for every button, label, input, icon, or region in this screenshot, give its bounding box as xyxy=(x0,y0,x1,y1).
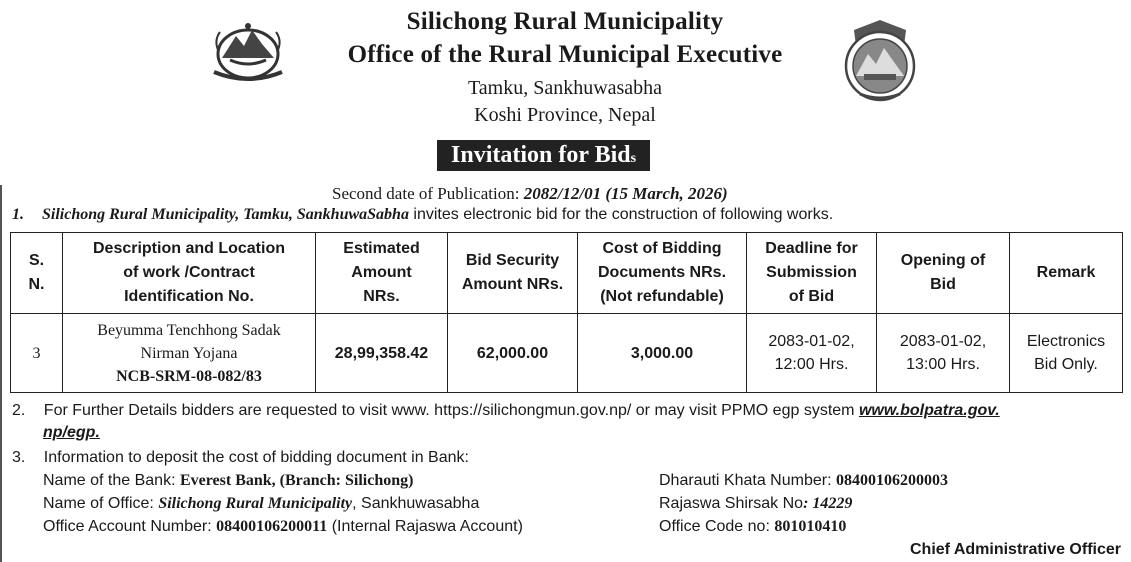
header-open-line: Bid xyxy=(930,276,956,293)
office-code-label: Office Code no: xyxy=(659,518,775,535)
cell-deadline-line: 2083-01-02, xyxy=(768,333,855,350)
cell-sn: 3 xyxy=(11,314,63,393)
header-est-line: Estimated xyxy=(343,240,420,257)
dharauti-label: Dharauti Khata Number: xyxy=(659,472,836,489)
publication-date: 2082/12/01 (15 March, 2026) xyxy=(523,184,728,203)
bank-name-line xyxy=(43,472,413,490)
header-estimated xyxy=(316,233,448,314)
header-deadline xyxy=(747,233,877,314)
header-dead-line: of Bid xyxy=(788,288,835,305)
signature-role: Chief Administrative Officer xyxy=(909,541,1121,558)
cell-deadline xyxy=(747,314,877,393)
cell-opening xyxy=(877,314,1010,393)
cell-desc-line: Nirman Yojana xyxy=(140,344,238,362)
invitation-title-suffix: s xyxy=(630,151,637,166)
header-desc-line: of work /Contract xyxy=(123,264,255,281)
publication-line xyxy=(332,184,728,204)
note-3-number: 3. xyxy=(12,449,26,466)
rajaswa-line xyxy=(659,495,852,513)
left-border-line xyxy=(0,185,2,562)
cell-desc-line: Beyumma Tenchhong Sadak xyxy=(97,321,281,339)
header-sn xyxy=(11,233,63,314)
header-cost-line: Documents NRs. xyxy=(597,264,727,281)
dharauti-value: 08400106200003 xyxy=(835,472,948,489)
intro-text: invites electronic bid for the construction of following works. xyxy=(408,206,834,223)
office-name: Office of the Rural Municipal Executive xyxy=(347,41,783,68)
note-2-number: 2. xyxy=(12,402,26,419)
account-value: 08400106200011 xyxy=(216,518,328,535)
header-sec-line: Amount NRs. xyxy=(461,276,564,293)
header-sn-line: N. xyxy=(28,276,45,293)
bank-label: Name of the Bank: xyxy=(43,472,180,489)
header-sn-line: S. xyxy=(28,252,45,269)
bid-table xyxy=(10,232,1123,393)
cell-cost: 3,000.00 xyxy=(578,314,747,393)
rajaswa-value: : 14229 xyxy=(803,495,853,512)
rajaswa-label: Rajaswa Shirsak No xyxy=(659,495,804,512)
office-code-value: 801010410 xyxy=(774,518,847,535)
cell-remark xyxy=(1010,314,1123,393)
header-dead-line: Deadline for xyxy=(765,240,858,257)
cell-remark-line: Bid Only. xyxy=(1034,356,1098,373)
account-label: Office Account Number: xyxy=(43,518,217,535)
header-sec-line: Bid Security xyxy=(465,252,560,269)
note-3-line xyxy=(12,449,469,467)
header-open-line: Opening of xyxy=(900,252,986,269)
bank-value: Everest Bank, (Branch: Silichong) xyxy=(179,472,414,489)
office-code-line xyxy=(659,518,846,536)
bolpatra-link-continued[interactable]: np/egp. xyxy=(43,424,100,441)
cell-security: 62,000.00 xyxy=(448,314,578,393)
account-line xyxy=(43,518,523,536)
header-remark: Remark xyxy=(1010,233,1123,314)
dharauti-line xyxy=(659,472,948,490)
intro-line xyxy=(12,206,833,224)
cell-deadline-line: 12:00 Hrs. xyxy=(774,356,849,373)
note-2-text: For Further Details bidders are requested to visit www. https://silichongmun.gov.np/ or may visit PPMO egp system xyxy=(43,402,859,419)
bolpatra-link[interactable]: www.bolpatra.gov. xyxy=(858,402,1000,419)
table-header-row xyxy=(11,233,1123,314)
header-cost-line: (Not refundable) xyxy=(600,288,724,305)
intro-org: Silichong Rural Municipality, Tamku, SankhuwaSabha xyxy=(42,206,409,223)
cell-opening-line: 2083-01-02, xyxy=(899,333,987,350)
office-name-line xyxy=(43,495,479,513)
header-description xyxy=(63,233,316,314)
office-value: Silichong Rural Municipality xyxy=(158,495,353,512)
intro-number: 1. xyxy=(12,206,24,223)
header-cost xyxy=(578,233,747,314)
header-cost-line: Cost of Bidding xyxy=(602,240,722,257)
header-security xyxy=(448,233,578,314)
location-line-2: Koshi Province, Nepal xyxy=(474,104,656,126)
header-desc-line: Description and Location xyxy=(92,240,285,257)
location-line-1: Tamku, Sankhuwasabha xyxy=(467,77,663,99)
note-3-text: Information to deposit the cost of bidding document in Bank: xyxy=(43,449,469,466)
invitation-title xyxy=(437,140,650,171)
header-opening xyxy=(877,233,1010,314)
note-2-line xyxy=(12,402,1000,420)
cell-contract-id: NCB-SRM-08-082/83 xyxy=(116,367,262,385)
cell-remark-line: Electronics xyxy=(1026,333,1106,350)
account-suffix: (Internal Rajaswa Account) xyxy=(327,518,523,535)
cell-opening-line: 13:00 Hrs. xyxy=(906,356,980,373)
office-label: Name of Office: xyxy=(43,495,159,512)
publication-label: Second date of Publication: xyxy=(332,184,524,203)
header-desc-line: Identification No. xyxy=(124,288,254,305)
header-est-line: Amount xyxy=(351,264,412,281)
cell-description xyxy=(63,314,316,393)
municipality-name: Silichong Rural Municipality xyxy=(406,8,724,35)
cell-estimated: 28,99,358.42 xyxy=(316,314,448,393)
header-est-line: NRs. xyxy=(363,288,400,305)
header-dead-line: Submission xyxy=(766,264,857,281)
office-suffix: , Sankhuwasabha xyxy=(352,495,480,512)
invitation-title-main: Invitation for Bid xyxy=(451,142,631,168)
table-row xyxy=(11,314,1123,393)
